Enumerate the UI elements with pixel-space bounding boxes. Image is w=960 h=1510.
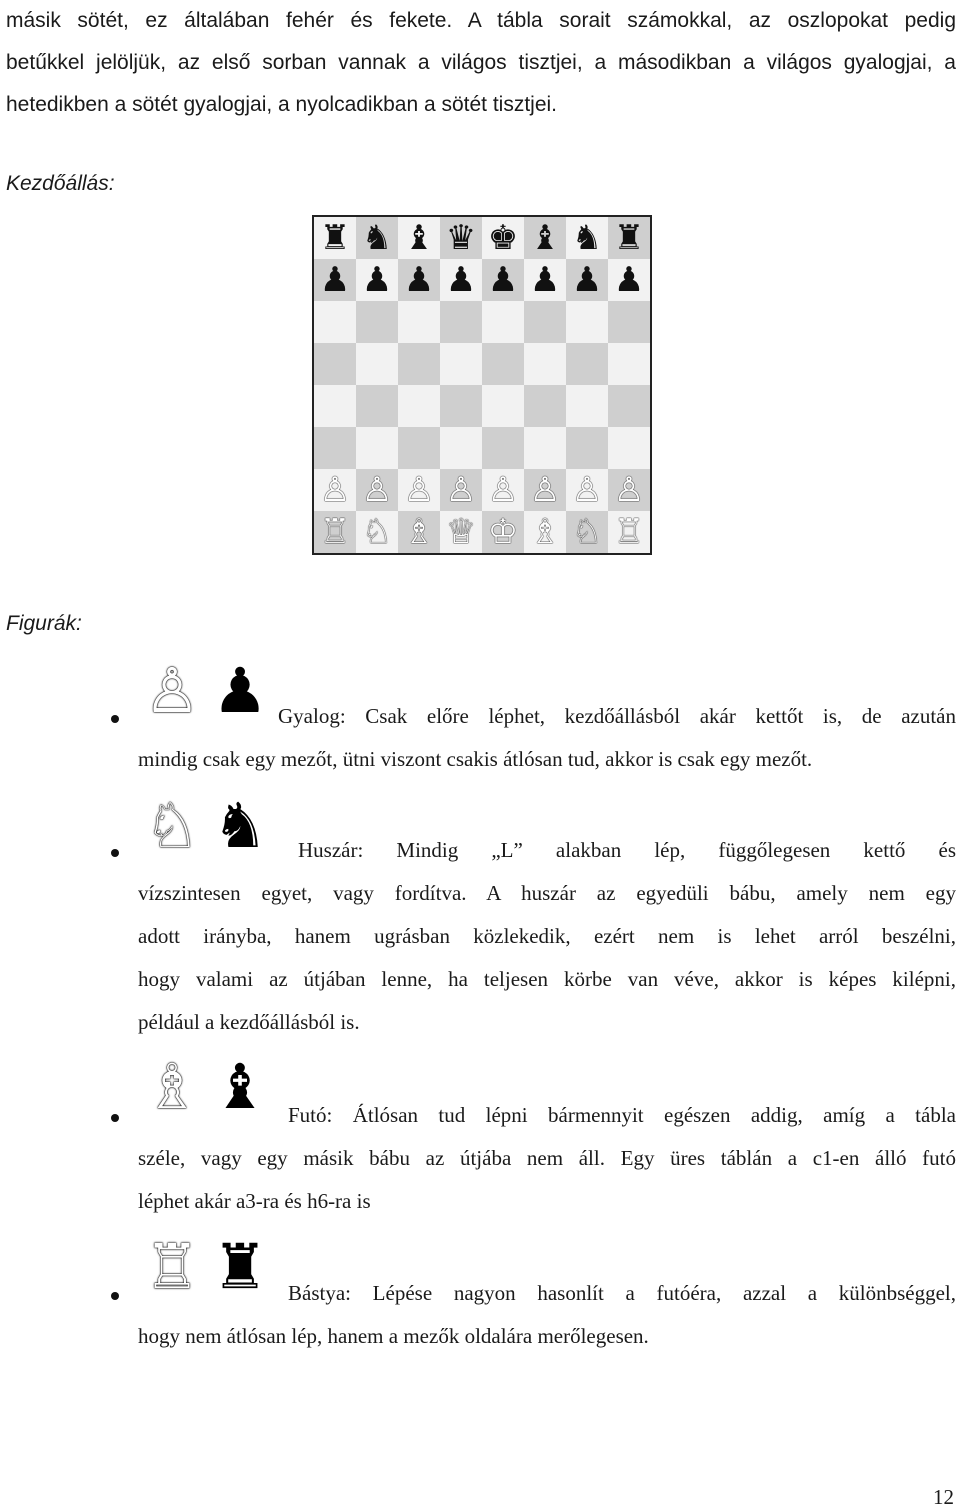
white-bishop-icon: ♗ bbox=[144, 1050, 200, 1123]
bullet-icon bbox=[111, 1114, 119, 1122]
chess-piece-icon: ♝ bbox=[529, 218, 561, 258]
description-line: adott irányba, hanem ugrásban közlekedik, ezért nem is lehet arról beszélni, bbox=[138, 924, 956, 948]
black-bishop-icon: ♝ bbox=[212, 1050, 268, 1123]
board-square bbox=[566, 511, 608, 553]
white-knight-icon: ♘ bbox=[144, 789, 200, 862]
board-square bbox=[356, 217, 398, 259]
board-square bbox=[566, 217, 608, 259]
board-square bbox=[440, 427, 482, 469]
intro-line: hetedikben a sötét gyalogjai, a nyolcadikban a sötét tisztjei. bbox=[6, 93, 558, 116]
chess-piece-icon: ♞ bbox=[361, 218, 393, 258]
chess-piece-icon: ♘ bbox=[361, 512, 393, 552]
board-square bbox=[398, 511, 440, 553]
black-pawn-icon: ♟ bbox=[212, 654, 268, 727]
board-square bbox=[356, 511, 398, 553]
chess-piece-icon: ♜ bbox=[613, 218, 645, 258]
black-knight-icon: ♞ bbox=[212, 789, 268, 862]
board-square bbox=[608, 217, 650, 259]
chess-piece-icon: ♟ bbox=[361, 260, 393, 300]
bullet-icon bbox=[111, 1292, 119, 1300]
board-square bbox=[314, 385, 356, 427]
chess-piece-icon: ♙ bbox=[403, 470, 435, 510]
chess-piece-icon: ♕ bbox=[445, 512, 477, 552]
chess-piece-icon: ♖ bbox=[319, 512, 351, 552]
board-square bbox=[482, 427, 524, 469]
board-square bbox=[608, 301, 650, 343]
chess-piece-icon: ♟ bbox=[571, 260, 603, 300]
board-square bbox=[398, 259, 440, 301]
board-square bbox=[566, 427, 608, 469]
chess-piece-icon: ♙ bbox=[571, 470, 603, 510]
board-square bbox=[314, 511, 356, 553]
board-square bbox=[608, 259, 650, 301]
board-square bbox=[440, 469, 482, 511]
start-position-heading: Kezdőállás: bbox=[6, 172, 115, 195]
chess-piece-icon: ♚ bbox=[487, 218, 519, 258]
board-square bbox=[440, 511, 482, 553]
board-square bbox=[356, 343, 398, 385]
chess-piece-icon: ♙ bbox=[361, 470, 393, 510]
page-number: 12 bbox=[933, 1485, 954, 1509]
board-square bbox=[524, 385, 566, 427]
chess-piece-icon: ♙ bbox=[319, 470, 351, 510]
description-line: léphet akár a3-ra és h6-ra is bbox=[138, 1189, 371, 1213]
board-square bbox=[482, 301, 524, 343]
description-line: Huszár: Mindig „L” alakban lép, függőlegesen kettő és bbox=[298, 838, 956, 862]
piece-description-text bbox=[138, 695, 956, 781]
description-line: mindig csak egy mezőt, ütni viszont csakis átlósan tud, akkor is csak egy mezőt. bbox=[138, 747, 813, 771]
board-square bbox=[314, 217, 356, 259]
board-square bbox=[440, 385, 482, 427]
board-square bbox=[482, 259, 524, 301]
chess-piece-icon: ♟ bbox=[613, 260, 645, 300]
chess-piece-icon: ♝ bbox=[403, 218, 435, 258]
chess-piece-icon: ♙ bbox=[613, 470, 645, 510]
board-square bbox=[608, 385, 650, 427]
board-square bbox=[524, 259, 566, 301]
white-rook-icon: ♖ bbox=[144, 1230, 200, 1303]
chess-piece-icon: ♗ bbox=[403, 512, 435, 552]
board-square bbox=[524, 301, 566, 343]
board-square bbox=[314, 343, 356, 385]
description-line: Bástya: Lépése nagyon hasonlít a futóéra, azzal a különbséggel, bbox=[288, 1281, 956, 1305]
board-square bbox=[566, 385, 608, 427]
piece-description-text bbox=[138, 1272, 956, 1358]
description-line: hogy nem átlósan lép, hanem a mezők oldalára merőlegesen. bbox=[138, 1324, 649, 1348]
board-square bbox=[356, 469, 398, 511]
description-line: például a kezdőállásból is. bbox=[138, 1010, 360, 1034]
intro-line: betűkkel jelöljük, az első sorban vannak a világos tisztjei, a másodikban a világos gyalogjai, a bbox=[6, 51, 956, 74]
chess-piece-icon: ♗ bbox=[529, 512, 561, 552]
description-line: hogy valami az útjában lenne, ha teljesen körbe van véve, akkor is képes kilépni, bbox=[138, 967, 956, 991]
description-line: vízszintesen egyet, vagy fordítva. A huszár az egyedüli bábu, amely nem egy bbox=[138, 881, 956, 905]
chess-piece-icon: ♙ bbox=[487, 470, 519, 510]
chess-piece-icon: ♖ bbox=[613, 512, 645, 552]
board-square bbox=[440, 259, 482, 301]
chess-piece-icon: ♟ bbox=[319, 260, 351, 300]
chess-piece-icon: ♛ bbox=[445, 218, 477, 258]
chess-piece-icon: ♘ bbox=[571, 512, 603, 552]
board-square bbox=[524, 469, 566, 511]
board-square bbox=[440, 343, 482, 385]
board-square bbox=[440, 301, 482, 343]
bullet-icon bbox=[111, 715, 119, 723]
board-square bbox=[482, 343, 524, 385]
chess-piece-icon: ♟ bbox=[529, 260, 561, 300]
board-square bbox=[356, 385, 398, 427]
board-square bbox=[314, 469, 356, 511]
board-square bbox=[608, 427, 650, 469]
board-square bbox=[566, 343, 608, 385]
chess-piece-icon: ♟ bbox=[487, 260, 519, 300]
board-square bbox=[524, 511, 566, 553]
board-square bbox=[608, 343, 650, 385]
board-square bbox=[356, 427, 398, 469]
board-square bbox=[356, 259, 398, 301]
board-square bbox=[524, 427, 566, 469]
chess-piece-icon: ♔ bbox=[487, 512, 519, 552]
bullet-icon bbox=[111, 849, 119, 857]
chess-piece-icon: ♞ bbox=[571, 218, 603, 258]
piece-description-text bbox=[138, 829, 956, 1044]
board-square bbox=[398, 343, 440, 385]
board-square bbox=[440, 217, 482, 259]
board-square bbox=[482, 385, 524, 427]
description-line: Gyalog: Csak előre léphet, kezdőállásból akár kettőt is, de azután bbox=[278, 704, 956, 728]
board-square bbox=[398, 469, 440, 511]
piece-description-text bbox=[138, 1094, 956, 1223]
black-rook-icon: ♜ bbox=[212, 1230, 268, 1303]
board-square bbox=[314, 301, 356, 343]
board-square bbox=[608, 511, 650, 553]
chess-piece-icon: ♙ bbox=[445, 470, 477, 510]
chess-piece-icon: ♙ bbox=[529, 470, 561, 510]
intro-line: másik sötét, ez általában fehér és fekete. A tábla sorait számokkal, az oszlopokat pedig bbox=[6, 9, 956, 32]
board-square bbox=[398, 385, 440, 427]
board-square bbox=[398, 217, 440, 259]
intro-paragraph bbox=[6, 0, 956, 126]
board-square bbox=[524, 343, 566, 385]
white-pawn-icon: ♙ bbox=[144, 654, 200, 727]
board-square bbox=[524, 217, 566, 259]
chess-piece-icon: ♟ bbox=[403, 260, 435, 300]
board-square bbox=[314, 427, 356, 469]
board-square bbox=[566, 469, 608, 511]
description-line: széle, vagy egy másik bábu az útjába nem áll. Egy üres táblán a c1-en álló futó bbox=[138, 1146, 956, 1170]
board-square bbox=[482, 469, 524, 511]
board-square bbox=[314, 259, 356, 301]
board-square bbox=[398, 427, 440, 469]
board-square bbox=[482, 511, 524, 553]
board-square bbox=[482, 217, 524, 259]
board-square bbox=[608, 469, 650, 511]
chess-board bbox=[312, 215, 652, 555]
board-square bbox=[566, 301, 608, 343]
board-square bbox=[566, 259, 608, 301]
board-square bbox=[398, 301, 440, 343]
chess-piece-icon: ♟ bbox=[445, 260, 477, 300]
pieces-heading: Figurák: bbox=[6, 612, 82, 635]
description-line: Futó: Átlósan tud lépni bármennyit egészen addig, amíg a tábla bbox=[288, 1103, 956, 1127]
board-square bbox=[356, 301, 398, 343]
chess-piece-icon: ♜ bbox=[319, 218, 351, 258]
